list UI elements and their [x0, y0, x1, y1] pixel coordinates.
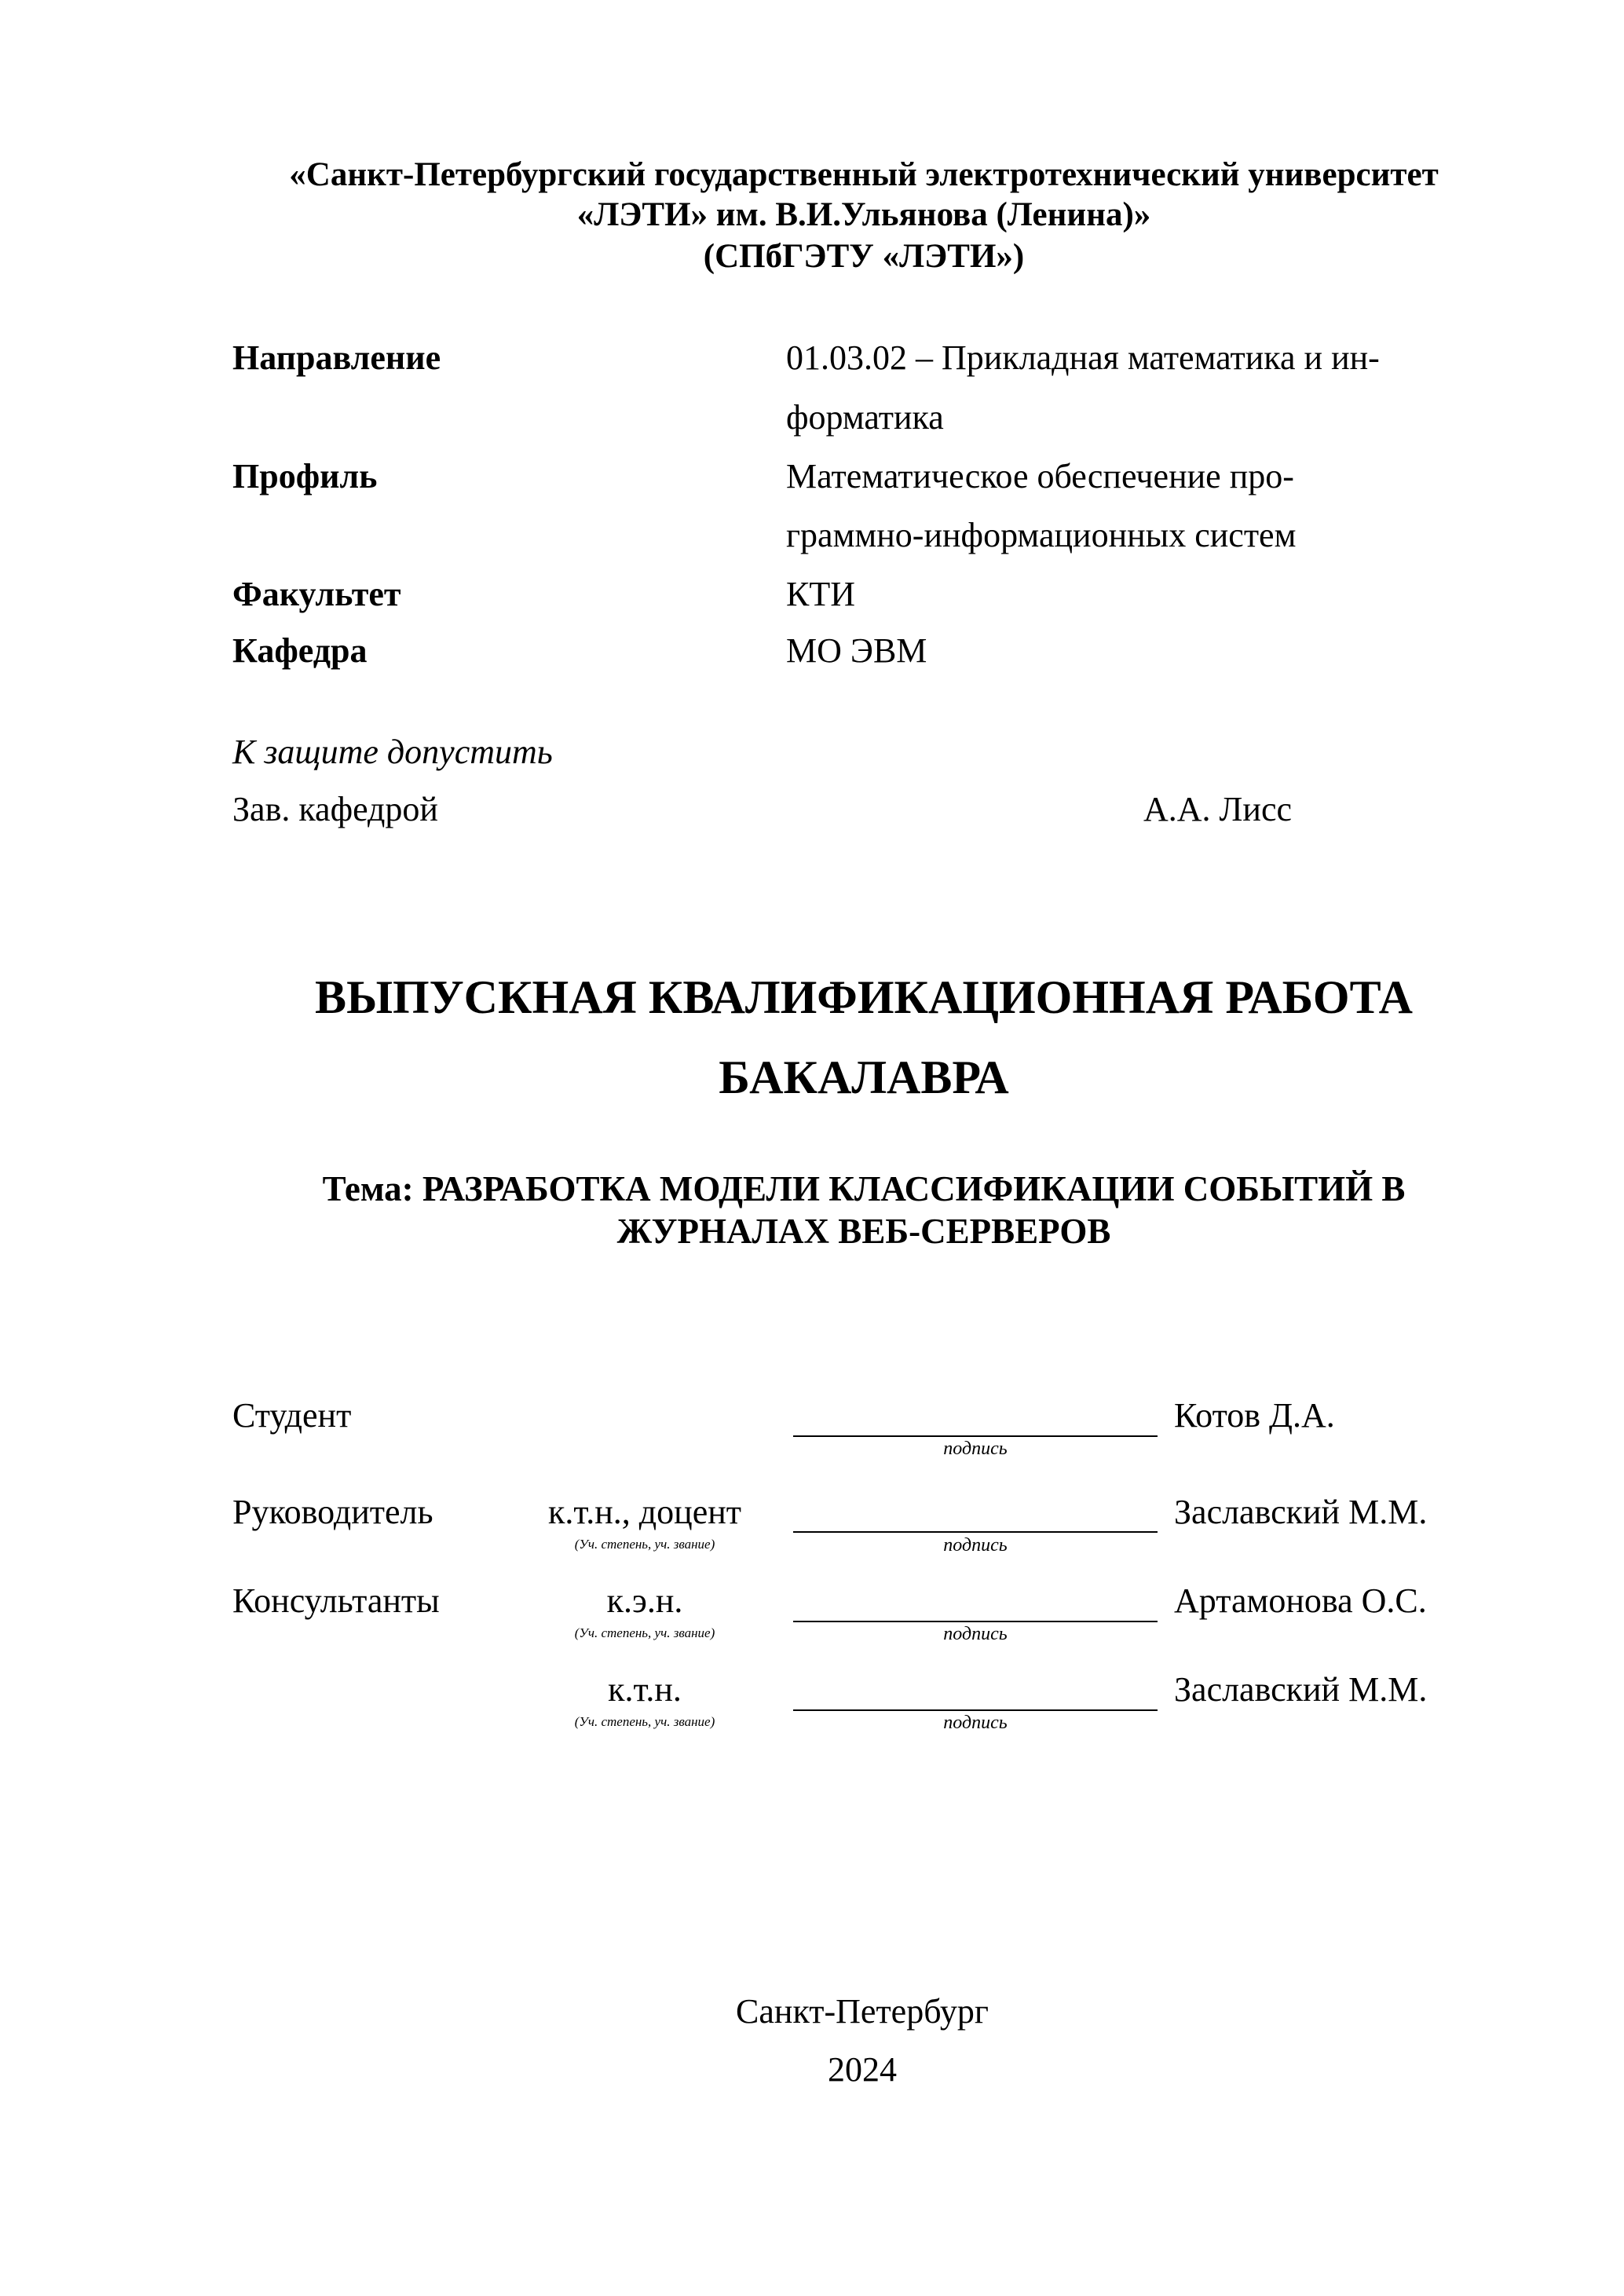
signature-degree-consultant1: к.э.н. — [606, 1581, 683, 1620]
signature-degree-caption-consultant1: (Уч. степень, уч. звание) — [574, 1625, 715, 1640]
department-head-label: Зав. кафедрой — [232, 790, 438, 828]
signature-role-supervisor: Руководитель — [232, 1493, 433, 1531]
department-head-name: А.А. Лисс — [1143, 790, 1292, 828]
profile-value-line1: Математическое обеспечение про- — [786, 457, 1294, 495]
signature-role-student: Студент — [232, 1396, 352, 1435]
signature-line-consultant1 — [793, 1621, 1158, 1622]
signature-name-supervisor: Заславский М.М. — [1174, 1493, 1428, 1531]
signature-degree-consultant2: к.т.н. — [608, 1670, 682, 1709]
university-name-line2: «ЛЭТИ» им. В.И.Ульянова (Ленина)» — [576, 196, 1151, 233]
signature-name-consultant1: Артамонова О.С. — [1174, 1581, 1427, 1620]
signature-name-consultant2: Заславский М.М. — [1174, 1670, 1428, 1709]
signature-name-student: Котов Д.А. — [1174, 1396, 1335, 1435]
signature-degree-caption-supervisor: (Уч. степень, уч. звание) — [574, 1537, 715, 1552]
work-title-line1: ВЫПУСКНАЯ КВАЛИФИКАЦИОННАЯ РАБОТА — [315, 971, 1413, 1023]
footer-city: Санкт-Петербург — [736, 1992, 989, 2031]
university-abbreviation: (СПбГЭТУ «ЛЭТИ») — [703, 238, 1025, 275]
signature-degree-caption-consultant2: (Уч. степень, уч. звание) — [574, 1714, 715, 1729]
department-label: Кафедра — [232, 631, 368, 670]
signature-line-student — [793, 1435, 1158, 1437]
signature-caption-student: подпись — [943, 1439, 1008, 1459]
university-name-line1: «Санкт-Петербургский государственный электротехнический университет — [289, 156, 1439, 193]
direction-label: Направление — [232, 338, 441, 377]
signature-line-consultant2 — [793, 1709, 1158, 1711]
profile-label: Профиль — [232, 457, 378, 495]
faculty-label: Факультет — [232, 575, 401, 613]
footer-year: 2024 — [828, 2050, 897, 2089]
signature-caption-supervisor: подпись — [943, 1535, 1008, 1556]
signature-caption-consultant1: подпись — [943, 1624, 1008, 1644]
direction-value-line1: 01.03.02 – Прикладная математика и ин- — [786, 338, 1380, 377]
admission-note: К защите допустить — [232, 733, 553, 771]
faculty-value: КТИ — [786, 575, 855, 613]
work-title-line2: БАКАЛАВРА — [719, 1051, 1009, 1103]
signature-caption-consultant2: подпись — [943, 1713, 1008, 1733]
department-value: МО ЭВМ — [786, 631, 927, 670]
signature-line-supervisor — [793, 1531, 1158, 1533]
profile-value-line2: граммно-информационных систем — [786, 516, 1297, 554]
topic-line2: ЖУРНАЛАХ ВЕБ-СЕРВЕРОВ — [616, 1212, 1111, 1251]
direction-value-line2: форматика — [786, 398, 944, 437]
signature-degree-supervisor: к.т.н., доцент — [547, 1493, 742, 1531]
signature-role-consultants: Консультанты — [232, 1581, 440, 1620]
topic-line1: Тема: РАЗРАБОТКА МОДЕЛИ КЛАССИФИКАЦИИ СОБЫТИЙ В — [322, 1169, 1406, 1208]
